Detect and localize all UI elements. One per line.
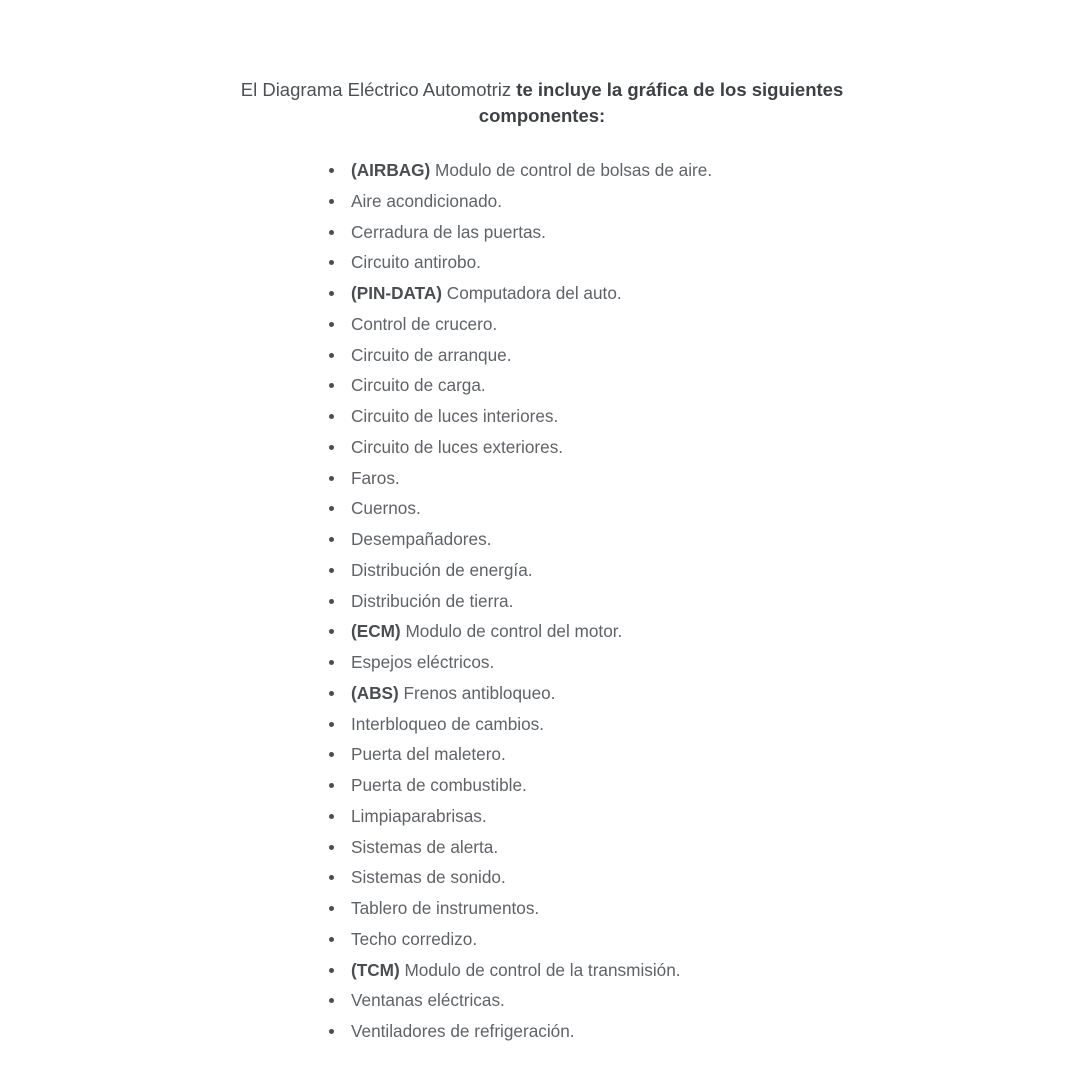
component-name: Ventiladores de refrigeración. — [351, 1021, 575, 1041]
component-name: Modulo de control de la transmisión. — [404, 959, 681, 980]
list-item — [329, 340, 712, 371]
component-name: Interbloqueo de cambios. — [351, 713, 545, 734]
list-item — [329, 770, 712, 801]
bullet-icon — [329, 260, 334, 265]
component-name: Circuito antirobo. — [351, 252, 481, 273]
component-name: Computadora del auto. — [446, 283, 622, 303]
component-name: Modulo de control del motor. — [405, 621, 623, 642]
list-item — [329, 739, 712, 770]
list-item — [329, 155, 712, 186]
bullet-icon — [329, 537, 334, 542]
component-name: Frenos antibloqueo. — [403, 682, 556, 703]
intro-paragraph — [200, 77, 884, 129]
bullet-icon — [329, 660, 334, 665]
component-name: Faros. — [351, 467, 400, 488]
bullet-icon — [329, 383, 334, 388]
list-item — [329, 832, 712, 863]
component-name: Tablero de instrumentos. — [351, 898, 540, 918]
component-name: Sistemas de alerta. — [351, 836, 499, 857]
component-name: Circuito de luces interiores. — [351, 406, 559, 426]
bullet-icon — [329, 845, 334, 850]
component-name: Sistemas de sonido. — [351, 867, 506, 888]
list-item — [329, 586, 712, 617]
list-item — [329, 463, 712, 494]
component-name: Puerta del maletero. — [351, 744, 506, 765]
list-item — [329, 862, 712, 893]
bullet-icon — [329, 722, 334, 727]
component-name: Cuernos. — [351, 498, 421, 519]
bullet-icon — [329, 199, 334, 204]
bullet-icon — [329, 906, 334, 911]
component-name: Ventanas eléctricas. — [351, 990, 505, 1011]
component-name: Techo corredizo. — [351, 928, 478, 949]
bullet-icon — [329, 629, 334, 634]
bullet-icon — [329, 875, 334, 880]
component-abbreviation: (ABS) — [351, 682, 399, 703]
bullet-icon — [329, 568, 334, 573]
list-item — [329, 1016, 712, 1047]
component-name: Cerradura de las puertas. — [351, 221, 546, 242]
component-name: Circuito de luces exteriores. — [351, 436, 564, 457]
component-abbreviation: (PIN-DATA) — [351, 283, 443, 303]
list-item — [329, 801, 712, 832]
bullet-icon — [329, 1029, 334, 1034]
component-name: Control de crucero. — [351, 313, 498, 334]
bullet-icon — [329, 168, 334, 173]
bullet-icon — [329, 998, 334, 1003]
list-item — [329, 432, 712, 463]
bullet-icon — [329, 476, 334, 481]
component-name: Aire acondicionado. — [351, 190, 502, 211]
component-list — [329, 155, 712, 1047]
list-item — [329, 493, 712, 524]
component-name: Modulo de control de bolsas de aire. — [435, 160, 713, 180]
list-item — [329, 524, 712, 555]
bullet-icon — [329, 937, 334, 942]
bullet-icon — [329, 814, 334, 819]
bullet-icon — [329, 968, 334, 973]
component-name: Circuito de carga. — [351, 375, 486, 396]
bullet-icon — [329, 353, 334, 358]
bullet-icon — [329, 506, 334, 511]
component-abbreviation: (TCM) — [351, 959, 400, 980]
intro-plain-text: El Diagrama Eléctrico Automotriz — [240, 79, 512, 100]
component-abbreviation: (ECM) — [351, 621, 401, 642]
list-item — [329, 678, 712, 709]
component-name: Espejos eléctricos. — [351, 652, 495, 672]
bullet-icon — [329, 230, 334, 235]
list-item — [329, 955, 712, 986]
list-item — [329, 401, 712, 432]
list-item — [329, 985, 712, 1016]
bullet-icon — [329, 445, 334, 450]
list-item — [329, 309, 712, 340]
list-item — [329, 278, 712, 309]
component-name: Circuito de arranque. — [351, 344, 512, 365]
bullet-icon — [329, 599, 334, 604]
list-item — [329, 217, 712, 248]
component-name: Puerta de combustible. — [351, 775, 527, 795]
bullet-icon — [329, 322, 334, 327]
list-item — [329, 186, 712, 217]
component-name: Desempañadores. — [351, 529, 492, 549]
list-item — [329, 709, 712, 740]
component-name: Distribución de tierra. — [351, 590, 514, 611]
bullet-icon — [329, 291, 334, 296]
bullet-icon — [329, 691, 334, 696]
list-item — [329, 647, 712, 678]
list-item — [329, 616, 712, 647]
component-name: Distribución de energía. — [351, 559, 533, 580]
bullet-icon — [329, 783, 334, 788]
component-name: Limpiaparabrisas. — [351, 805, 487, 826]
bullet-icon — [329, 414, 334, 419]
list-item — [329, 893, 712, 924]
list-item — [329, 370, 712, 401]
list-item — [329, 555, 712, 586]
component-abbreviation: (AIRBAG) — [351, 160, 431, 180]
list-item — [329, 924, 712, 955]
bullet-icon — [329, 752, 334, 757]
list-item — [329, 247, 712, 278]
intro-bold-text: te incluye la gráfica de los siguientes componentes: — [478, 79, 844, 126]
